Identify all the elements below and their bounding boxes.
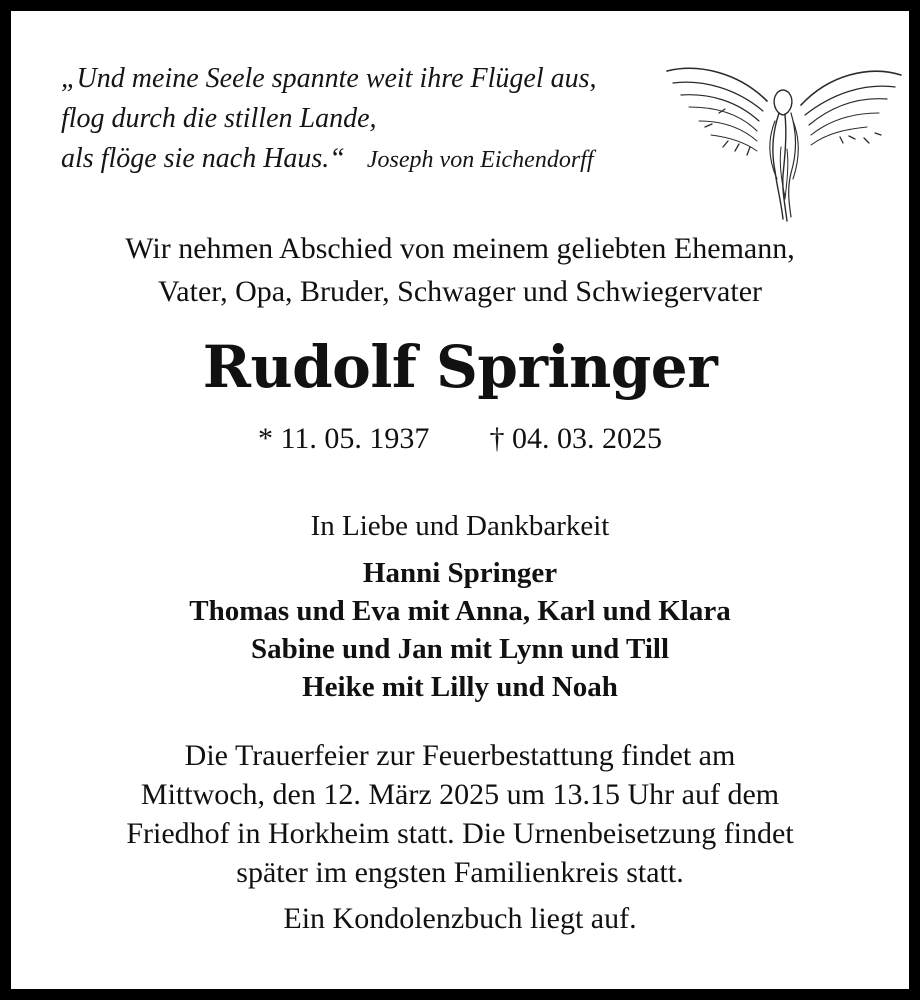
quote-author: Joseph von Eichendorff xyxy=(366,147,594,173)
mourner-entry: Heike mit Lilly und Noah xyxy=(302,671,618,703)
death-date: † 04. 03. 2025 xyxy=(489,422,662,455)
mourner-entry: Hanni Springer xyxy=(362,557,558,589)
epigraph-quote xyxy=(61,59,661,180)
funeral-line: später im engsten Familienkreis statt. xyxy=(236,856,684,889)
life-dates xyxy=(11,419,909,459)
intro-line: Wir nehmen Abschied von meinem geliebten Ehemann, xyxy=(125,232,795,265)
mourner-entry: Thomas und Eva mit Anna, Karl und Klara xyxy=(189,595,731,627)
quote-line: flog durch die stillen Lande, xyxy=(61,103,377,134)
birth-date: * 11. 05. 1937 xyxy=(258,422,430,455)
funeral-line: Mittwoch, den 12. März 2025 um 13.15 Uhr auf dem xyxy=(140,778,780,811)
funeral-details xyxy=(11,736,909,892)
funeral-line: Friedhof in Horkheim statt. Die Urnenbeisetzung findet xyxy=(126,817,794,850)
mourner-entry: Sabine und Jan mit Lynn und Till xyxy=(250,633,670,665)
farewell-intro xyxy=(11,227,909,313)
mourners-list xyxy=(11,554,909,706)
obituary-notice xyxy=(11,11,909,989)
intro-line: Vater, Opa, Bruder, Schwager und Schwiegervater xyxy=(157,275,763,308)
funeral-line: Die Trauerfeier zur Feuerbestattung findet am xyxy=(184,739,736,772)
quote-line: „Und meine Seele spannte weit ihre Flügel aus, xyxy=(61,63,597,94)
condolence-book-note: Ein Kondolenzbuch liegt auf. xyxy=(283,902,637,935)
deceased-name: Rudolf Springer xyxy=(202,333,718,401)
angel-wings-illustration xyxy=(659,51,909,223)
quote-line-last xyxy=(61,139,661,180)
quote-line-text: als flöge sie nach Haus.“ xyxy=(61,143,345,174)
thanks-line: In Liebe und Dankbarkeit xyxy=(310,510,610,542)
